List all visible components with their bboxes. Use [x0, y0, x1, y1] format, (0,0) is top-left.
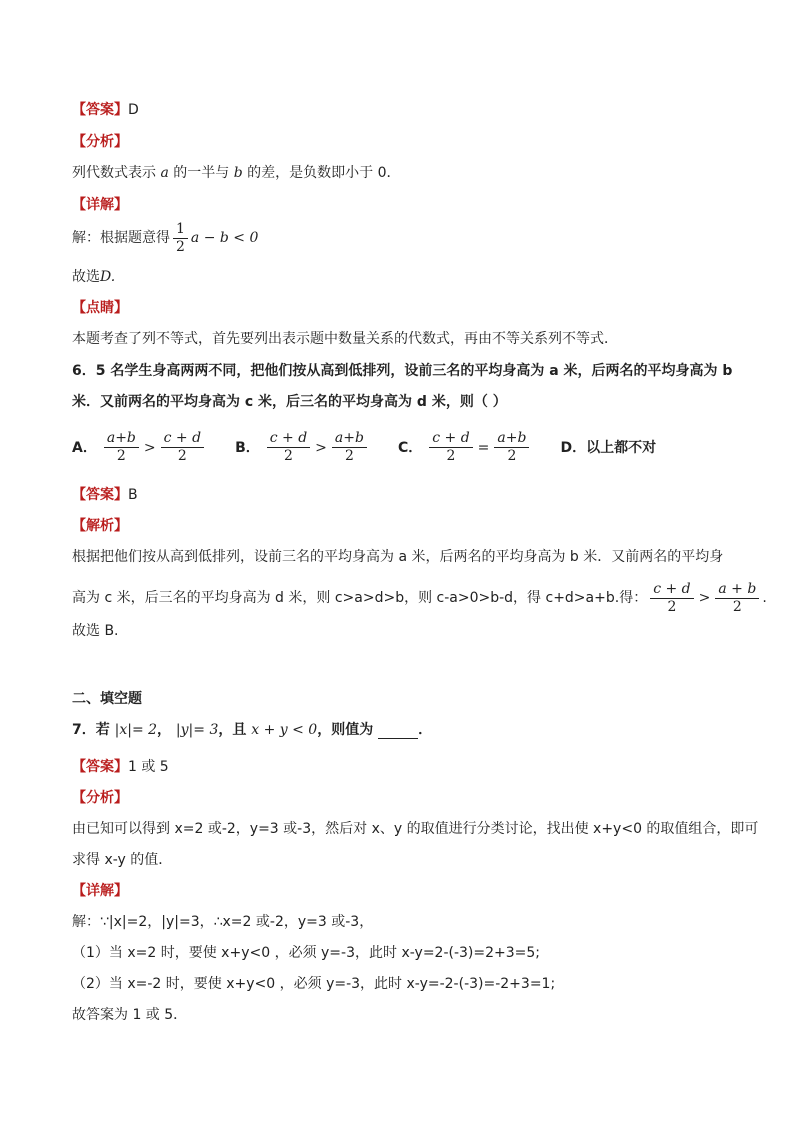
analysis-tag: 【分析】 [72, 134, 128, 150]
q7-detail-tag-line [72, 882, 128, 900]
option-c[interactable] [398, 430, 533, 465]
q5-conclusion [72, 268, 115, 286]
denominator: 2 [667, 598, 677, 615]
q7-detail-line-2: （1）当 x=2 时，要使 x+y<0 ，必须 y=-3，此时 x-y=2-(-3)=2+3=5; [72, 945, 541, 961]
option-a[interactable] [72, 430, 207, 465]
option-label: A． [72, 439, 97, 456]
answer-value: 1 或 5 [128, 759, 169, 775]
stem-text: 7．若 [72, 722, 110, 738]
relation-sign: > [698, 590, 711, 606]
numerator: a+b [494, 430, 529, 448]
denominator: 2 [116, 448, 126, 464]
numerator: c + d [650, 581, 693, 599]
detail-tag: 【详解】 [72, 883, 128, 899]
numerator: c + d [429, 430, 472, 448]
stem-text: ． [418, 722, 433, 738]
option-b[interactable] [235, 430, 370, 465]
q7-stem [72, 721, 432, 739]
abs-y-expr: |y|= 3 [175, 722, 219, 738]
answer-value: D [128, 102, 139, 118]
relation-sign: > [315, 439, 327, 456]
explain-end: . [762, 590, 767, 606]
var-b: b [233, 165, 243, 181]
analysis-text-part: 的差，是负数即小于 0． [247, 165, 401, 181]
var-a: a [160, 165, 169, 181]
conclusion-text: 故选 [72, 269, 100, 285]
condition-expr: x + y < 0 [251, 722, 318, 738]
q5-comment-text: 本题考查了列不等式，首先要列出表示题中数量关系的代数式，再由不等关系列不等式． [72, 331, 618, 347]
answer-tag: 【答案】 [72, 487, 128, 503]
q6-stem-line-1: 6．5 名学生身高两两不同，把他们按从高到低排列，设前三名的平均身高为 a 米，后两名的平均身高为 b [72, 363, 733, 379]
q7-answer-line [72, 758, 169, 776]
q6-explain-line-2 [72, 578, 767, 618]
conclusion-choice: D. [100, 269, 116, 285]
fraction-numerator: 1 [173, 221, 188, 239]
option-fraction-right [161, 430, 204, 465]
numerator: c + d [161, 430, 204, 448]
explain-tag: 【解析】 [72, 518, 128, 534]
option-fraction-right [494, 430, 529, 465]
q6-answer-line [72, 486, 138, 504]
explain-fraction-left [650, 581, 693, 616]
q6-explain-line-1: 根据把他们按从高到低排列，设前三名的平均身高为 a 米，后两名的平均身高为 b 米．又前两名的平均身 [72, 549, 724, 565]
answer-blank[interactable] [378, 724, 418, 739]
option-fraction-right [332, 430, 367, 465]
option-fraction-left [267, 430, 310, 465]
section-title: 二、填空题 [72, 691, 142, 707]
stem-text: ， [157, 722, 172, 738]
q7-analysis-tag-line [72, 789, 128, 807]
answer-tag: 【答案】 [72, 102, 128, 118]
option-fraction-left [104, 430, 139, 465]
detail-tag: 【详解】 [72, 197, 128, 213]
q6-stem-line-2: 米．又前两名的平均身高为 c 米，后三名的平均身高为 d 米，则（ ） [72, 394, 507, 410]
fraction-half [173, 221, 188, 256]
q6-explain-tag-line [72, 517, 128, 535]
abs-x-expr: |x|= 2 [114, 722, 158, 738]
numerator: a+b [332, 430, 367, 448]
q5-detail-tag-line [72, 196, 128, 214]
fraction-denominator: 2 [176, 238, 185, 255]
explain-text: 高为 c 米，后三名的平均身高为 d 米，则 c>a>d>b，则 c-a>0>b-d，得 c+d>a+b.得： [72, 590, 648, 606]
relation-sign: > [143, 439, 156, 456]
denominator: 2 [507, 448, 517, 464]
denominator: 2 [446, 448, 456, 464]
answer-value: B [128, 487, 138, 503]
q6-conclusion: 故选 B. [72, 623, 119, 639]
analysis-text-part: 的一半与 [173, 165, 230, 181]
q7-detail-line-1: 解：∵|x|=2，|y|=3，∴x=2 或-2，y=3 或-3， [72, 914, 374, 930]
denominator: 2 [732, 598, 742, 615]
numerator: a+b [104, 430, 139, 448]
stem-text: ，则值为 [317, 722, 374, 738]
denominator: 2 [283, 448, 293, 464]
detail-text: 解：根据题意得 [72, 230, 170, 246]
option-d[interactable]: D．以上都不对 [560, 439, 657, 456]
q7-analysis-line-2: 求得 x-y 的值． [72, 852, 173, 868]
q5-answer-line [72, 101, 139, 119]
explain-fraction-right [715, 581, 759, 616]
stem-text: ，且 [218, 722, 247, 738]
analysis-tag: 【分析】 [72, 790, 128, 806]
answer-tag: 【答案】 [72, 759, 128, 775]
q6-options [72, 430, 684, 465]
q7-analysis-line-1: 由已知可以得到 x=2 或-2，y=3 或-3，然后对 x、y 的取值进行分类讨论，找出使 x+y<0 的取值组合，即可 [72, 821, 759, 837]
q5-analysis-tag-line [72, 133, 128, 151]
option-label: C． [397, 439, 423, 456]
relation-sign: = [477, 439, 490, 456]
q5-detail-text [72, 218, 258, 258]
denominator: 2 [177, 448, 187, 464]
numerator: c + d [267, 430, 310, 448]
numerator: a + b [715, 581, 759, 599]
comment-tag: 【点睛】 [72, 300, 128, 316]
q5-comment-tag-line [72, 299, 128, 317]
inequality-expr: a − b < 0 [190, 230, 259, 246]
option-label: B． [235, 439, 260, 456]
option-fraction-left [429, 430, 472, 465]
q5-analysis-text [72, 164, 401, 182]
analysis-text-part: 列代数式表示 [72, 165, 156, 181]
q7-detail-line-3: （2）当 x=-2 时，要使 x+y<0 ，必须 y=-3，此时 x-y=-2-(-3)=-2+3=1; [72, 976, 556, 992]
denominator: 2 [344, 448, 354, 464]
q7-conclusion: 故答案为 1 或 5． [72, 1007, 188, 1023]
